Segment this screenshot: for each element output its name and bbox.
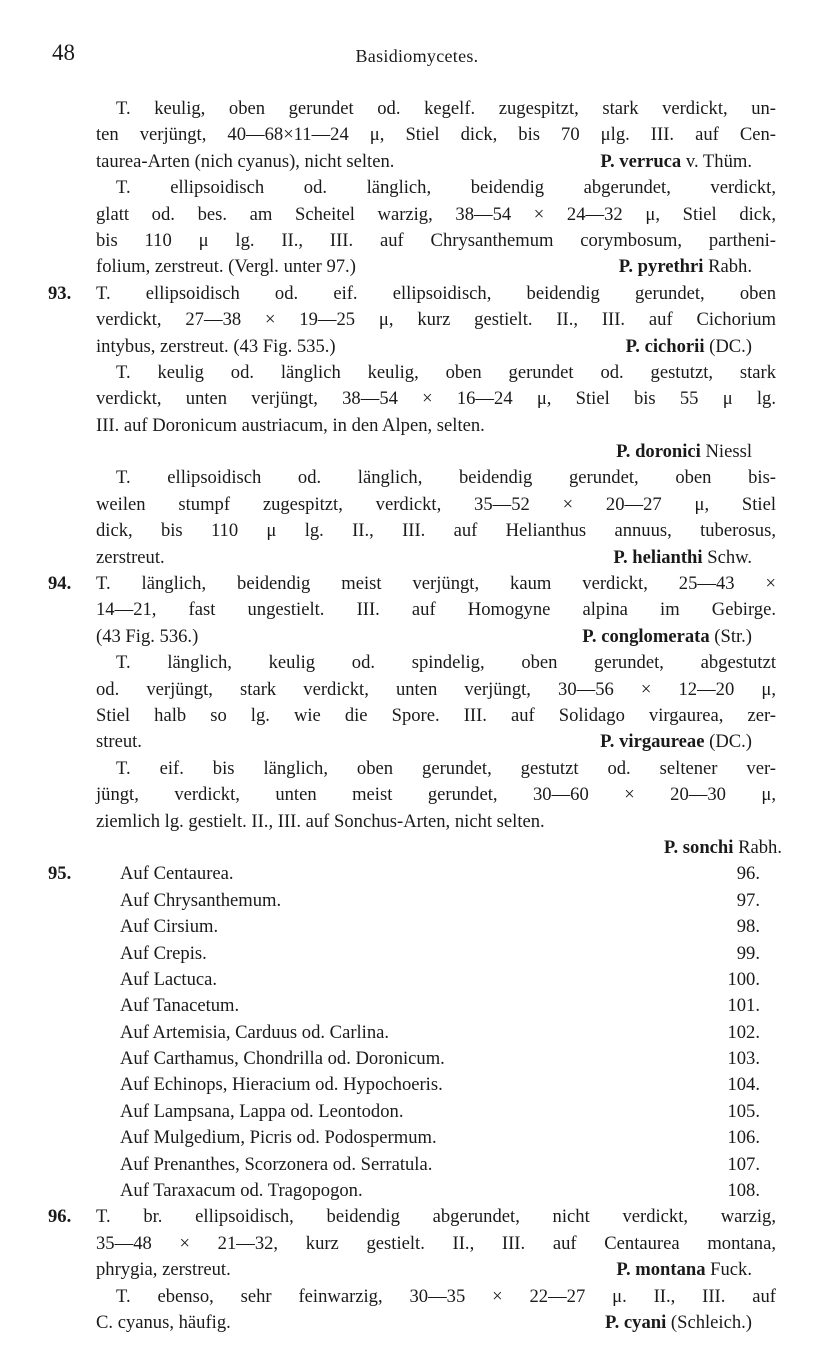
species-name: P. conglomerata [582, 625, 710, 647]
text-line [54, 307, 782, 333]
index-reference: 106. [727, 1127, 760, 1149]
text-line [54, 756, 782, 782]
line-text: T. länglich, beidendig meist verjüngt, kaum verdickt, 25—43 × [96, 573, 776, 595]
species-name: P. verruca [600, 150, 682, 172]
line-text: T. keulig, oben gerundet od. kegelf. zugespitzt, stark verdickt, un- [116, 98, 776, 119]
index-host: Auf Tanacetum. [120, 995, 240, 1017]
species-author: (DC.) [704, 731, 752, 753]
index-host: Auf Artemisia, Carduus od. Carlina. [120, 1021, 390, 1043]
index-line [54, 1125, 782, 1151]
index-host: Auf Carthamus, Chondrilla od. Doronicum. [120, 1048, 445, 1070]
line-text: III. auf Doronicum austriacum, in den Alpen, selten. [96, 414, 485, 436]
species-name: P. sonchi [663, 836, 734, 858]
taxon-name [600, 729, 752, 755]
index-line [54, 941, 782, 967]
index-host: Auf Crepis. [120, 942, 207, 964]
text-line [54, 96, 782, 122]
text-line [54, 597, 782, 623]
text-line [54, 334, 782, 360]
text-line [54, 809, 782, 835]
index-reference: 107. [727, 1153, 760, 1175]
species-name: P. montana [616, 1259, 706, 1281]
index-line [54, 1046, 782, 1072]
line-text: T. länglich, keulig od. spindelig, oben gerundet, abgestutzt [116, 652, 776, 674]
index-reference: 101. [727, 995, 760, 1017]
index-reference: 103. [727, 1048, 760, 1070]
text-line [54, 202, 782, 228]
line-text: od. verjüngt, stark verdickt, unten verjüngt, 30—56 × 12—20 μ, [96, 678, 776, 700]
text-line [54, 650, 782, 676]
taxon-name [605, 1310, 752, 1336]
species-author: (DC.) [704, 335, 752, 357]
species-name: P. cyani [604, 1311, 667, 1333]
line-text: jüngt, verdickt, unten meist gerundet, 30—60 × 20—30 μ, [96, 784, 776, 806]
text-line [54, 703, 782, 729]
index-line [54, 993, 782, 1019]
index-line [54, 914, 782, 940]
text-line [54, 782, 782, 808]
text-line [54, 228, 782, 254]
taxon-name [626, 334, 752, 360]
line-text: T. ebenso, sehr feinwarzig, 30—35 × 22—27 μ. II., III. auf [116, 1285, 776, 1307]
index-host: Auf Centaurea. [120, 863, 234, 885]
line-text: T. br. ellipsoidisch, beidendig abgerundet, nicht verdickt, warzig, [96, 1206, 776, 1228]
species-author: v. Thüm. [681, 150, 752, 172]
text-line [54, 624, 782, 650]
couplet-number: 93. [48, 282, 72, 304]
text-line [48, 571, 782, 597]
index-reference: 97. [736, 889, 760, 911]
couplet-number: 94. [48, 573, 72, 595]
index-line [54, 1178, 782, 1204]
couplet-number: 95. [48, 863, 72, 885]
species-author: Rabh. [703, 256, 752, 278]
text-line [54, 413, 782, 439]
species-name: P. helianthi [613, 546, 703, 568]
species-name: P. cichorii [625, 335, 705, 357]
taxon-name [664, 835, 782, 861]
species-author: (Str.) [709, 625, 752, 647]
text-line [54, 1231, 782, 1257]
text-line [54, 254, 782, 280]
species-author: (Schleich.) [666, 1311, 752, 1333]
species-author: Schw. [702, 546, 752, 568]
taxon-name [619, 254, 752, 280]
couplet-number: 96. [48, 1206, 72, 1228]
line-text: 14—21, fast ungestielt. III. auf Homogyne alpina im Gebirge. [96, 599, 776, 621]
index-line [48, 861, 782, 887]
species-author: Rabh. [733, 836, 782, 858]
index-host: Auf Chrysanthemum. [120, 889, 282, 911]
line-text: T. eif. bis länglich, oben gerundet, gestutzt od. seltener ver- [116, 757, 776, 779]
line-text: zerstreut. [96, 546, 165, 568]
text-line [54, 835, 782, 861]
species-name: P. pyrethri [618, 256, 704, 278]
index-host: Auf Lactuca. [120, 968, 218, 990]
line-text: dick, bis 110 μ lg. II., III. auf Helianthus annuus, tuberosus, [96, 520, 776, 542]
text-line [54, 175, 782, 201]
species-name: P. doronici [616, 441, 701, 463]
text-line [54, 492, 782, 518]
text-line [54, 545, 782, 571]
index-reference: 105. [727, 1100, 760, 1122]
text-line [54, 149, 782, 175]
page-number: 48 [52, 40, 75, 65]
line-text: intybus, zerstreut. (43 Fig. 535.) [96, 335, 336, 357]
running-title: Basidiomycetes. [355, 46, 479, 66]
line-text: C. cyanus, häufig. [96, 1311, 231, 1333]
line-text: verdickt, unten verjüngt, 38—54 × 16—24 μ, Stiel bis 55 μ lg. [96, 388, 776, 410]
line-text: streut. [96, 731, 142, 753]
index-line [54, 1152, 782, 1178]
text-line [54, 122, 782, 148]
taxon-name [616, 1257, 752, 1283]
line-text: T. ellipsoidisch od. länglich, beidendig abgerundet, verdickt, [116, 177, 776, 199]
taxon-name [600, 149, 752, 175]
index-host: Auf Prenanthes, Scorzonera od. Serratula. [120, 1153, 433, 1175]
taxon-name [582, 624, 752, 650]
text-line [48, 1204, 782, 1230]
index-host: Auf Cirsium. [120, 916, 219, 938]
line-text: T. keulig od. länglich keulig, oben gerundet od. gestutzt, stark [116, 361, 776, 383]
text-line [54, 386, 782, 412]
index-reference: 102. [727, 1021, 760, 1043]
taxon-name [613, 545, 752, 571]
page-header [52, 40, 782, 72]
line-text: bis 110 μ lg. II., III. auf Chrysanthemum corymbosum, partheni- [96, 229, 776, 251]
index-reference: 96. [736, 863, 760, 885]
line-text: T. ellipsoidisch od. eif. ellipsoidisch, beidendig gerundet, oben [96, 282, 776, 304]
text-line [54, 465, 782, 491]
index-reference: 98. [736, 916, 760, 938]
index-host: Auf Taraxacum od. Tragopogon. [120, 1180, 363, 1202]
index-line [54, 967, 782, 993]
line-text: weilen stumpf zugespitzt, verdickt, 35—52 × 20—27 μ, Stiel [96, 493, 776, 515]
line-text: folium, zerstreut. (Vergl. unter 97.) [96, 256, 356, 278]
index-host: Auf Lampsana, Lappa od. Leontodon. [120, 1100, 404, 1122]
index-line [54, 1072, 782, 1098]
line-text: T. ellipsoidisch od. länglich, beidendig gerundet, oben bis- [116, 467, 776, 489]
line-text: verdickt, 27—38 × 19—25 μ, kurz gestielt. II., III. auf Cichorium [96, 309, 776, 331]
text-line [54, 1310, 782, 1336]
index-line [54, 1020, 782, 1046]
index-reference: 99. [736, 942, 760, 964]
line-text: glatt od. bes. am Scheitel warzig, 38—54 × 24—32 μ, Stiel dick, [96, 203, 776, 225]
index-reference: 108. [727, 1180, 760, 1202]
index-line [54, 1099, 782, 1125]
text-line [54, 439, 782, 465]
index-line [54, 888, 782, 914]
species-author: Fuck. [705, 1259, 752, 1281]
line-text: ten verjüngt, 40—68×11—24 μ, Stiel dick, bis 70 μlg. III. auf Cen- [96, 124, 776, 146]
text-line [54, 518, 782, 544]
line-text: phrygia, zerstreut. [96, 1259, 231, 1281]
text-line [48, 281, 782, 307]
text-line [54, 1284, 782, 1310]
species-author: Niessl [700, 441, 752, 463]
taxon-name [616, 439, 752, 465]
line-text: ziemlich lg. gestielt. II., III. auf Sonchus-Arten, nicht selten. [96, 810, 545, 832]
species-name: P. virgaureae [600, 731, 705, 753]
index-host: Auf Echinops, Hieracium od. Hypochoeris. [120, 1074, 443, 1096]
text-line [54, 1257, 782, 1283]
line-text: Stiel halb so lg. wie die Spore. III. auf Solidago virgaurea, zer- [96, 704, 776, 726]
line-text: taurea-Arten (nich cyanus), nicht selten. [96, 150, 395, 172]
index-reference: 100. [727, 968, 760, 990]
page-body [48, 96, 782, 1336]
line-text: (43 Fig. 536.) [96, 625, 199, 647]
text-line [54, 360, 782, 386]
index-reference: 104. [727, 1074, 760, 1096]
text-line [54, 677, 782, 703]
index-host: Auf Mulgedium, Picris od. Podospermum. [120, 1127, 437, 1149]
line-text: 35—48 × 21—32, kurz gestielt. II., III. auf Centaurea montana, [96, 1232, 776, 1254]
text-line [54, 729, 782, 755]
